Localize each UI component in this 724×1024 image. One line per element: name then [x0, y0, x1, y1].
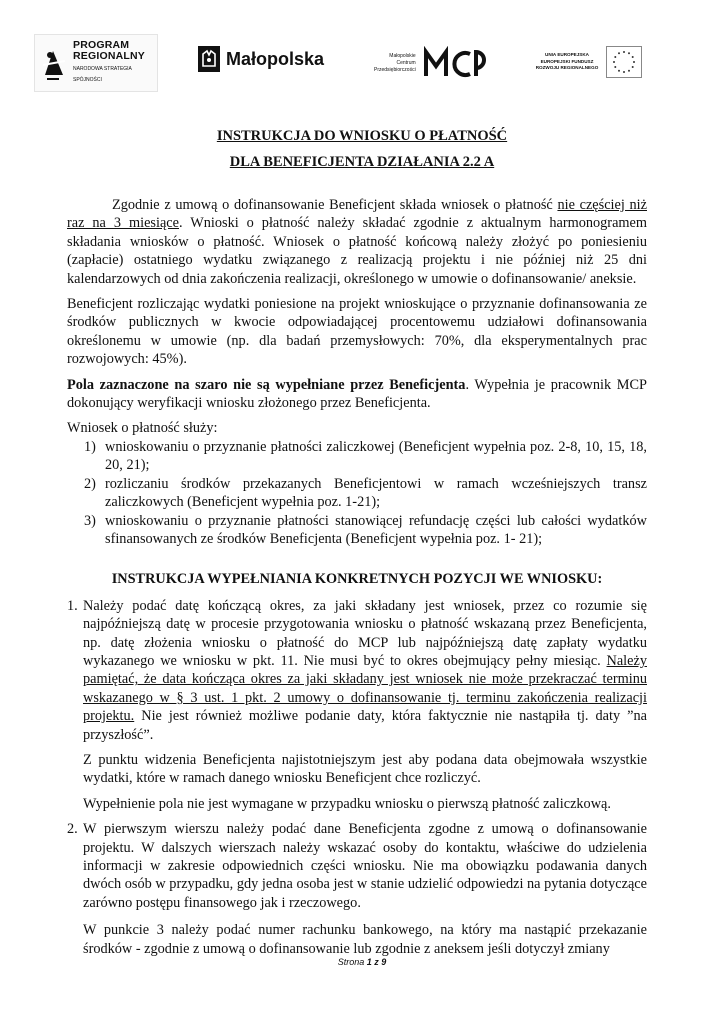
instruction-item-1	[67, 597, 647, 813]
page-footer	[0, 957, 724, 967]
intro-text-a: Zgodnie z umową o dofinansowanie Beneficjent składa wniosek o płatność	[112, 197, 558, 213]
intro-paragraph	[67, 196, 647, 288]
document-title-line2: DLA BENEFICJENTA DZIAŁANIA 2.2 A	[229, 154, 495, 170]
instruction-text: Nie jest również możliwe podanie daty, która faktycznie nie nastąpiła tj. daty ”na przyszłość”.	[83, 708, 647, 743]
footer-sep: z	[374, 957, 379, 967]
instruction-paragraph: W punkcie 3 należy podać numer rachunku bankowego, na który ma nastąpić przekazanie środków - zgodnie z umową o dofinansowanie lub zgodnie z aneksem jeśli dotyczył zmiany	[83, 922, 647, 957]
malopolska-name: Małopolska	[226, 48, 325, 69]
list-item-number: 3)	[84, 512, 96, 529]
purpose-list	[67, 438, 647, 548]
program-regionalny-logo	[34, 34, 158, 92]
footer-label: Strona	[337, 957, 365, 967]
mcp-line1: Małopolskie	[389, 52, 416, 59]
instruction-text: Należy podać datę kończącą okres, za jaki składany jest wniosek, przez co rozumie się najpóźniejszą datę w procesie przygotowania wniosku o płatność wskazaną przez Beneficjenta, np. datę złożenia wniosku o płatność do MCP lub najpóźniejszą datę zapłaty wydatku wykazanego we wniosku w pkt. 11. Nie musi być to okres obejmujący pełny miesiąc.	[83, 597, 647, 669]
section-heading: INSTRUKCJA WYPEŁNIANIA KONKRETNYCH POZYCJI WE WNIOSKU:	[111, 571, 603, 588]
malopolska-logo	[198, 46, 324, 72]
list-item	[67, 475, 647, 512]
intro-text-b: . Wnioski o płatność należy składać zgodnie z aktualnym harmonogramem składania wniosków o płatność. Wniosek o płatność końcową należy złożyć po poniesieniu (zapłacie) ostatniego wydatku związanego z realizacją projektu i nie później niż 25 dni kalendarzowych od dnia zakończenia realizacji, określonego w umowie o dofinansowanie/ aneksie.	[67, 215, 647, 287]
program-line2: REGIONALNY	[73, 50, 146, 62]
instruction-paragraph: Wypełnienie pola nie jest wymagane w przypadku wniosku o pierwszą płatność zaliczkową.	[83, 795, 611, 812]
instruction-item-2	[67, 820, 647, 958]
list-item-text: wnioskowaniu o przyznanie płatności zaliczkowej (Beneficjent wypełnia poz. 2-8, 10, 15, 18, 20, 21);	[105, 438, 647, 474]
instruction-number: 2.	[67, 821, 78, 838]
footer-total: 9	[381, 957, 387, 967]
mcp-line2: Centrum	[396, 59, 416, 66]
list-item-number: 1)	[84, 438, 96, 455]
purpose-intro: Wniosek o płatność służy:	[67, 420, 218, 437]
footer-page: 1	[366, 957, 372, 967]
program-regionalny-emblem-icon	[41, 45, 67, 81]
grey-fields-paragraph	[67, 376, 647, 413]
program-line1: PROGRAM	[73, 39, 130, 51]
logo-bar	[34, 34, 644, 92]
ue-line1: UNIA EUROPEJSKA	[545, 52, 589, 58]
list-item-text: rozliczaniu środków przekazanych Beneficjentowi w ramach wcześniejszych transz zaliczkowych (Beneficjent wypełnia poz. 1-21);	[105, 475, 647, 511]
instruction-list	[67, 597, 647, 958]
eu-flag-icon	[606, 46, 642, 78]
document-body	[67, 196, 647, 965]
instruction-underlined: Należy pamiętać, że data kończąca okres za jaki składany jest wniosek nie może przekraczać terminu wskazanego w § 3 ust. 1 pkt. 2 umowy o dofinansowanie tj. terminu zakończenia realizacji projektu.	[83, 652, 647, 725]
list-item-number: 2)	[84, 475, 96, 492]
eu-logo	[532, 44, 642, 80]
instruction-number: 1.	[67, 597, 78, 614]
instruction-paragraph	[83, 597, 647, 744]
ue-line2: EUROPEJSKI FUNDUSZ	[540, 58, 594, 64]
instruction-paragraph: Z punktu widzenia Beneficjenta najistotniejszym jest aby podana data obejmowała wszystkie wydatki, które w ramach danego wniosku Beneficjent chce rozliczyć.	[83, 751, 647, 787]
list-item	[67, 512, 647, 549]
document-title-line1: INSTRUKCJA DO WNIOSKU O PŁATNOŚĆ	[216, 128, 508, 144]
instruction-paragraph: W pierwszym wierszu należy podać dane Beneficjenta zgodne z umową o dofinansowanie projektu. W dalszych wierszach należy wskazać osoby do kontaktu, właściwe do udzielenia informacji w zakresie odpowiednich części wniosku. Nie ma obowiązku podawania danych dwóch osób w przypadku, gdy jedna osoba jest w stanie udzielić odpowiedzi na pytania dotyczące zarówno postępu finansowego jak i rzeczowego.	[83, 821, 647, 911]
malopolska-crest-icon	[198, 46, 220, 72]
ue-line3: ROZWOJU REGIONALNEGO	[535, 65, 599, 71]
mcp-line3: Przedsiębiorczości	[374, 66, 416, 73]
cofinancing-paragraph: Beneficjent rozliczając wydatki poniesione na projekt wnioskujące o przyznanie dofinansowania ze środków publicznych w kwocie odpowiadającej procentowemu udziałowi dofinansowania określonemu w umowie (np. dla badań przemysłowych: 70%, dla eksperymentalnych prac rozwojowych: 45%).	[67, 296, 647, 368]
list-item-text: wnioskowaniu o przyznanie płatności stanowiącej refundację części lub całości wydatków sfinansowanych ze środków Beneficjenta (Beneficjent wypełnia poz. 1- 21);	[105, 512, 647, 547]
program-subtitle: NARODOWA STRATEGIA SPÓJNOŚCI	[73, 66, 132, 83]
mcp-logo	[374, 46, 494, 80]
grey-fields-text: . Wypełnia je pracownik MCP dokonujący weryfikacji wniosku złożonego przez Beneficjenta.	[67, 376, 647, 412]
list-item	[67, 438, 647, 475]
grey-fields-bold: Pola zaznaczone na szaro nie są wypełniane przez Beneficjenta	[67, 376, 466, 393]
intro-text-underlined: nie częściej niż raz na 3 miesiące	[67, 197, 647, 232]
mcp-monogram-icon	[422, 46, 494, 80]
